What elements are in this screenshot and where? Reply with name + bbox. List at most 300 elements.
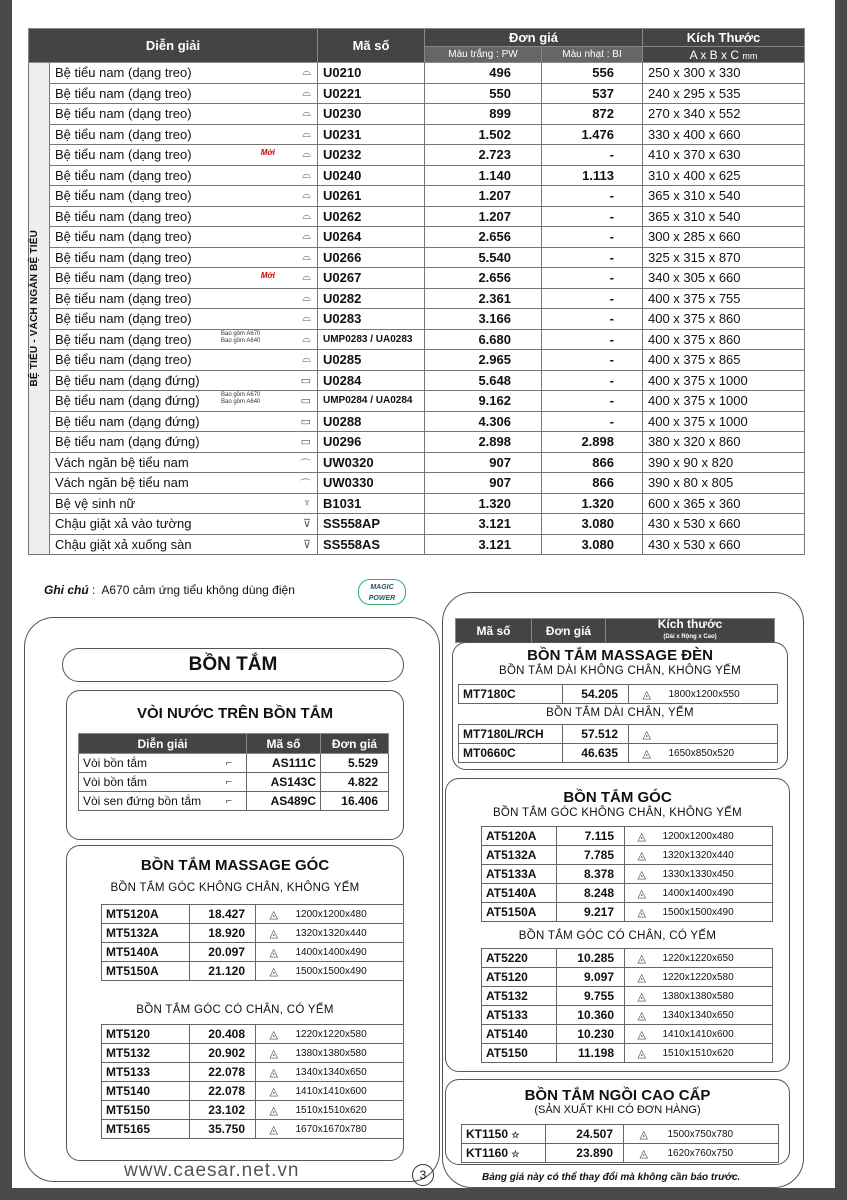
row-desc-cell: [50, 104, 318, 125]
table-row: [79, 754, 389, 773]
frame-bottom: [0, 1188, 847, 1200]
row-size: 390 x 90 x 820: [643, 452, 805, 473]
tub-icon: ◬: [625, 827, 659, 846]
tub-icon: ◬: [256, 1120, 292, 1139]
tub-price: 10.230: [557, 1025, 625, 1044]
faucet-desc-cell: [79, 792, 247, 811]
row-desc: Bệ tiểu nam (dạng đứng): [55, 393, 200, 409]
table-row: [79, 792, 389, 811]
tub-dim: 1620x760x750: [664, 1144, 779, 1163]
tub-icon: ◬: [256, 905, 292, 924]
tub-dim: 1400x1400x490: [292, 943, 404, 962]
row-price-pw: 1.140: [425, 165, 542, 186]
seated-tub-title: BỒN TẮM NGỒI CAO CẤP: [524, 1087, 711, 1104]
row-price-pw: 2.965: [425, 350, 542, 371]
massage-sub2: BỒN TẮM GÓC CÓ CHÂN, CÓ YẾM: [136, 1004, 334, 1016]
row-code: UMP0284 / UA0284: [318, 391, 425, 412]
row-desc: Bệ tiểu nam (dạng treo): [55, 126, 192, 142]
tub-icon: ◬: [256, 1025, 292, 1044]
row-price-pw: 496: [425, 63, 542, 84]
tub-icon: ◬: [256, 1044, 292, 1063]
tub-code: [482, 949, 557, 968]
sink-icon: ⊽: [302, 518, 311, 530]
row-code: SS558AP: [318, 514, 425, 535]
table-row: [459, 685, 778, 704]
table-row: [459, 725, 778, 744]
faucet-title: VÒI NƯỚC TRÊN BỒN TẮM: [136, 705, 334, 722]
row-code: U0267: [318, 268, 425, 289]
tub-code: [459, 725, 563, 744]
header-desc: Diễn giải: [29, 29, 318, 63]
tub-price: 22.078: [190, 1063, 256, 1082]
tub-code-text: MT0660C: [463, 746, 516, 760]
row-desc-cell: [50, 493, 318, 514]
tub-code: [102, 1044, 190, 1063]
row-price-bi: -: [542, 411, 643, 432]
row-price-bi: 3.080: [542, 534, 643, 555]
tub-price: 20.097: [190, 943, 256, 962]
row-desc: Chậu giặt xả xuống sàn: [55, 536, 192, 552]
table-row: [482, 865, 773, 884]
row-desc: Bệ tiểu nam (dạng treo): [55, 188, 192, 204]
right-header-price: Đơn giá: [532, 619, 606, 643]
row-desc-cell: [50, 534, 318, 555]
tub-code: [482, 884, 557, 903]
row-code: U0231: [318, 124, 425, 145]
tub-dim: 1320x1320x440: [659, 846, 773, 865]
tub-code: [462, 1125, 546, 1144]
row-price-bi: -: [542, 288, 643, 309]
table-row: [29, 145, 805, 166]
row-desc-cell: [50, 288, 318, 309]
row-note: [221, 331, 260, 345]
tub-code-text: AT5132: [486, 989, 528, 1003]
row-price-pw: 1.207: [425, 186, 542, 207]
floor-urinal-icon: ▭: [300, 395, 311, 407]
table-row: [79, 773, 389, 792]
row-note-1: Bao gồm A670: [221, 392, 261, 398]
tub-price: 23.102: [190, 1101, 256, 1120]
den-table-2: [458, 724, 778, 763]
tub-price: 22.078: [190, 1082, 256, 1101]
table-row: [482, 846, 773, 865]
tub-code-text: AT5140A: [486, 886, 537, 900]
row-size: 250 x 300 x 330: [643, 63, 805, 84]
tub-price: 24.507: [546, 1125, 624, 1144]
tub-code-text: AT5120A: [486, 829, 537, 843]
faucet-code: AS489C: [247, 792, 321, 811]
row-desc: Vách ngăn bệ tiểu nam: [55, 475, 189, 491]
row-desc-cell: [50, 329, 318, 350]
tub-dim: 1220x1220x580: [292, 1025, 404, 1044]
table-row: [29, 329, 805, 350]
tub-icon: ◬: [624, 1125, 664, 1144]
row-desc-cell: [50, 473, 318, 494]
row-desc-cell: [50, 268, 318, 289]
row-price-pw: 907: [425, 452, 542, 473]
tub-code: [482, 987, 557, 1006]
tub-price: 23.890: [546, 1144, 624, 1163]
urinal-price-table: [28, 28, 805, 555]
table-row: [102, 943, 404, 962]
row-code: UW0330: [318, 473, 425, 494]
table-row: [102, 924, 404, 943]
row-desc: Bệ tiểu nam (dạng treo): [55, 290, 192, 306]
header-price: Đơn giá: [425, 29, 643, 47]
row-desc-cell: [50, 206, 318, 227]
row-size: 390 x 80 x 805: [643, 473, 805, 494]
urinal-icon: ⌓: [302, 291, 311, 304]
sink-icon: ⊽: [302, 538, 311, 551]
urinal-icon: ⌓: [302, 312, 311, 324]
tub-code: [482, 1025, 557, 1044]
table-row: [29, 63, 805, 84]
row-code: UW0320: [318, 452, 425, 473]
tub-code-text: MT5150: [106, 1103, 151, 1117]
row-desc-cell: [50, 411, 318, 432]
row-desc-cell: [50, 514, 318, 535]
tub-icon: ◬: [625, 987, 659, 1006]
table-row: [29, 411, 805, 432]
tub-price: 35.750: [190, 1120, 256, 1139]
row-price-bi: -: [542, 350, 643, 371]
faucet-code: AS143C: [247, 773, 321, 792]
tub-code-text: MT5133: [106, 1065, 151, 1079]
table-row: [102, 962, 404, 981]
row-desc: Bệ tiểu nam (dạng treo): [55, 167, 192, 183]
table-row: [482, 1044, 773, 1063]
tub-icon: ◬: [256, 1082, 292, 1101]
faucet-desc-cell: [79, 773, 247, 792]
row-size: 310 x 400 x 625: [643, 165, 805, 186]
row-code: B1031: [318, 493, 425, 514]
row-code: UMP0283 / UA0283: [318, 329, 425, 350]
row-size: 270 x 340 x 552: [643, 104, 805, 125]
header-bi: Màu nhạt : BI: [542, 47, 643, 63]
row-price-bi: 3.080: [542, 514, 643, 535]
tub-code: [482, 865, 557, 884]
tub-dim: 1650x850x520: [665, 744, 778, 763]
tub-code: [459, 744, 563, 763]
faucet-header-code: Mã số: [247, 734, 321, 754]
tub-dim: [665, 725, 778, 744]
row-size: 400 x 375 x 860: [643, 309, 805, 330]
tub-icon: ◬: [625, 865, 659, 884]
table-row: [482, 987, 773, 1006]
row-desc: Bệ tiểu nam (dạng treo): [55, 208, 192, 224]
row-price-bi: -: [542, 268, 643, 289]
tub-icon: ◬: [625, 949, 659, 968]
tub-icon: ◬: [625, 1044, 659, 1063]
right-header: [455, 618, 775, 643]
tub-icon: ◬: [625, 903, 659, 922]
tub-code-text: MT7180L/RCH: [463, 727, 544, 741]
urinal-icon: ⌓: [302, 168, 311, 181]
star-icon: ☆: [511, 1149, 520, 1159]
table-row: [29, 268, 805, 289]
row-price-bi: 866: [542, 452, 643, 473]
faucet-header-desc: Diễn giải: [79, 734, 247, 754]
partition-icon: ⌒: [300, 479, 311, 491]
row-desc-cell: [50, 391, 318, 412]
faucet-code: AS111C: [247, 754, 321, 773]
den-sub1: BỒN TẮM DÀI KHÔNG CHÂN, KHÔNG YẾM: [498, 665, 742, 677]
tub-code: [102, 1082, 190, 1101]
tub-code-text: AT5120: [486, 970, 528, 984]
row-desc: Bệ tiểu nam (dạng treo): [55, 65, 192, 81]
tub-icon: ◬: [256, 1063, 292, 1082]
tub-dim: 1800x1200x550: [665, 685, 778, 704]
tub-code: [102, 905, 190, 924]
massage-sub1: BỒN TẮM GÓC KHÔNG CHÂN, KHÔNG YẾM: [110, 882, 360, 894]
row-code: U0285: [318, 350, 425, 371]
tub-price: 8.378: [557, 865, 625, 884]
row-price-pw: 907: [425, 473, 542, 494]
row-desc: Bệ tiểu nam (dạng treo): [55, 85, 192, 101]
tub-code-text: AT5132A: [486, 848, 537, 862]
partition-icon: ⌒: [300, 458, 311, 471]
tub-dim: 1330x1330x450: [659, 865, 773, 884]
row-size: 380 x 320 x 860: [643, 432, 805, 453]
header-code: Mã số: [318, 29, 425, 63]
table-row: [102, 1120, 404, 1139]
tub-icon: ◬: [629, 685, 665, 704]
tub-dim: 1510x1510x620: [292, 1101, 404, 1120]
faucet-price: 4.822: [321, 773, 389, 792]
row-desc-cell: [50, 63, 318, 84]
row-desc-cell: [50, 227, 318, 248]
table-row: [29, 493, 805, 514]
tub-code-text: MT5140: [106, 1084, 151, 1098]
row-note-2: Bao gồm A640: [221, 399, 261, 405]
tub-code-text: AT5220: [486, 951, 528, 965]
tub-code: [482, 1044, 557, 1063]
tub-dim: 1200x1200x480: [292, 905, 404, 924]
tub-code-text: MT5140A: [106, 945, 159, 959]
row-size: 430 x 530 x 660: [643, 534, 805, 555]
table-row: [29, 288, 805, 309]
row-code: U0284: [318, 370, 425, 391]
row-code: U0283: [318, 309, 425, 330]
tub-code: [482, 968, 557, 987]
row-desc: Bệ tiểu nam (dạng treo): [55, 147, 192, 163]
row-price-pw: 2.656: [425, 268, 542, 289]
tub-price: 18.427: [190, 905, 256, 924]
row-price-bi: 537: [542, 83, 643, 104]
star-icon: ☆: [511, 1130, 520, 1140]
tub-icon: ◬: [625, 1025, 659, 1044]
faucet-desc-cell: [79, 754, 247, 773]
row-price-pw: 2.723: [425, 145, 542, 166]
urinal-icon: ⌓: [302, 230, 311, 242]
row-desc-cell: [50, 452, 318, 473]
tub-dim: 1340x1340x650: [659, 1006, 773, 1025]
row-price-bi: -: [542, 309, 643, 330]
row-price-pw: 550: [425, 83, 542, 104]
row-desc-cell: [50, 145, 318, 166]
row-size: 400 x 375 x 1000: [643, 411, 805, 432]
tub-price: 7.115: [557, 827, 625, 846]
tub-price: 21.120: [190, 962, 256, 981]
new-badge: Mới: [260, 148, 275, 157]
goc-sub1: BỒN TẮM GÓC KHÔNG CHÂN, KHÔNG YẾM: [492, 807, 743, 819]
tub-dim: 1400x1400x490: [659, 884, 773, 903]
row-desc-cell: [50, 165, 318, 186]
tub-dim: 1320x1320x440: [292, 924, 404, 943]
row-desc: Vách ngăn bệ tiểu nam: [55, 454, 189, 470]
row-size: 400 x 375 x 1000: [643, 370, 805, 391]
tub-icon: ◬: [629, 744, 665, 763]
tub-code-text: AT5140: [486, 1027, 528, 1041]
row-price-bi: 1.113: [542, 165, 643, 186]
row-price-bi: -: [542, 206, 643, 227]
tub-price: 20.902: [190, 1044, 256, 1063]
table-row: [482, 903, 773, 922]
tub-code-text: KT1160: [466, 1146, 509, 1160]
row-desc-cell: [50, 432, 318, 453]
row-desc-cell: [50, 350, 318, 371]
tub-dim: 1340x1340x650: [292, 1063, 404, 1082]
row-code: U0266: [318, 247, 425, 268]
row-desc: Bệ tiểu nam (dạng treo): [55, 352, 192, 368]
table-row: [29, 452, 805, 473]
massage-light-title: BỒN TẮM MASSAGE ĐÈN: [527, 647, 713, 664]
goc-sub2: BỒN TẮM GÓC CÓ CHÂN, CÓ YẾM: [518, 930, 717, 942]
tub-code-text: MT5132A: [106, 926, 159, 940]
tub-dim: 1220x1220x580: [659, 968, 773, 987]
row-size: 365 x 310 x 540: [643, 206, 805, 227]
row-code: U0230: [318, 104, 425, 125]
tub-dim: 1220x1220x650: [659, 949, 773, 968]
row-price-pw: 3.121: [425, 534, 542, 555]
tub-code: [482, 846, 557, 865]
row-desc: Bệ tiểu nam (dạng đứng): [55, 413, 200, 429]
table-row: [102, 1082, 404, 1101]
tub-code: [102, 943, 190, 962]
row-desc: Bệ tiểu nam (dạng treo): [55, 270, 192, 286]
table-row: [462, 1144, 779, 1163]
floor-urinal-icon: ▭: [300, 436, 311, 448]
row-desc-cell: [50, 247, 318, 268]
tub-price: 57.512: [563, 725, 629, 744]
tub-icon: ◬: [625, 846, 659, 865]
row-note: [221, 392, 260, 406]
tub-dim: 1380x1380x580: [659, 987, 773, 1006]
table-row: [482, 968, 773, 987]
row-price-pw: 6.680: [425, 329, 542, 350]
tub-code-text: MT5165: [106, 1122, 151, 1136]
table-row: [29, 186, 805, 207]
tub-price: 7.785: [557, 846, 625, 865]
row-size: 430 x 530 x 660: [643, 514, 805, 535]
urinal-icon: ⌓: [302, 127, 311, 140]
tub-price: 10.285: [557, 949, 625, 968]
footer-url[interactable]: www.caesar.net.vn: [124, 1160, 300, 1181]
faucet-icon: ⌐: [225, 776, 232, 788]
faucet-desc: Vòi sen đứng bồn tắm: [83, 794, 202, 808]
row-price-pw: 2.656: [425, 227, 542, 248]
row-price-bi: 556: [542, 63, 643, 84]
side-label-cell: [29, 63, 50, 555]
faucet-price: 16.406: [321, 792, 389, 811]
row-price-bi: -: [542, 247, 643, 268]
row-price-pw: 3.166: [425, 309, 542, 330]
table-row: [482, 1025, 773, 1044]
row-price-pw: 5.540: [425, 247, 542, 268]
urinal-icon: ⌓: [302, 86, 311, 99]
den-sub2: BỒN TẮM DÀI CHÂN, YẾM: [546, 707, 694, 719]
right-header-code: Mã số: [456, 619, 532, 643]
urinal-icon: ⌓: [302, 66, 311, 78]
tub-dim: 1670x1670x780: [292, 1120, 404, 1139]
row-code: U0232: [318, 145, 425, 166]
row-size: 325 x 315 x 870: [643, 247, 805, 268]
table-row: [29, 350, 805, 371]
tub-code-text: AT5133A: [486, 867, 537, 881]
table-row: [482, 1006, 773, 1025]
tub-icon: ◬: [256, 924, 292, 943]
row-size: 365 x 310 x 540: [643, 186, 805, 207]
urinal-icon: ⌓: [302, 148, 311, 160]
tub-code: [102, 924, 190, 943]
floor-urinal-icon: ▭: [300, 374, 311, 387]
tub-dim: 1510x1510x620: [659, 1044, 773, 1063]
tub-price: 11.198: [557, 1044, 625, 1063]
table-row: [29, 165, 805, 186]
tub-icon: ◬: [625, 968, 659, 987]
massage-corner-title: BỒN TẮM MASSAGE GÓC: [140, 857, 330, 874]
tub-icon: ◬: [256, 943, 292, 962]
new-badge: Mới: [260, 271, 275, 280]
magic-power-logo: MAGIC POWER: [358, 579, 406, 605]
row-price-bi: -: [542, 186, 643, 207]
faucet-desc: Vòi bồn tắm: [83, 756, 148, 770]
bidet-icon: ♆: [302, 496, 311, 509]
goc-table-2: [481, 948, 773, 1063]
row-price-bi: -: [542, 370, 643, 391]
tub-code: [102, 1120, 190, 1139]
frame-right: [835, 0, 847, 1200]
urinal-icon: ⌓: [302, 107, 311, 119]
tub-icon: ◬: [624, 1144, 664, 1163]
row-note-2: Bao gồm A640: [221, 337, 261, 344]
tub-dim: 1380x1380x580: [292, 1044, 404, 1063]
faucet-price: 5.529: [321, 754, 389, 773]
table-row: [482, 827, 773, 846]
row-code: U0288: [318, 411, 425, 432]
row-desc-cell: [50, 124, 318, 145]
table-row: [462, 1125, 779, 1144]
row-price-bi: 872: [542, 104, 643, 125]
faucet-icon: ⌐: [225, 757, 232, 769]
urinal-icon: ⌓: [302, 332, 311, 345]
row-desc-cell: [50, 186, 318, 207]
bathtub-title-box: [62, 648, 404, 682]
tub-code-text: MT5120: [106, 1027, 151, 1041]
tub-code-text: KT1150: [466, 1127, 509, 1141]
row-code: U0282: [318, 288, 425, 309]
row-price-bi: -: [542, 391, 643, 412]
tub-icon: ◬: [629, 725, 665, 744]
row-desc-cell: [50, 370, 318, 391]
row-code: U0240: [318, 165, 425, 186]
table-row: [459, 744, 778, 763]
table-row: [29, 227, 805, 248]
tub-price: 8.248: [557, 884, 625, 903]
tub-code-text: MT7180C: [463, 687, 516, 701]
seated-tub-table: [461, 1124, 779, 1163]
urinal-icon: ⌓: [302, 189, 311, 201]
